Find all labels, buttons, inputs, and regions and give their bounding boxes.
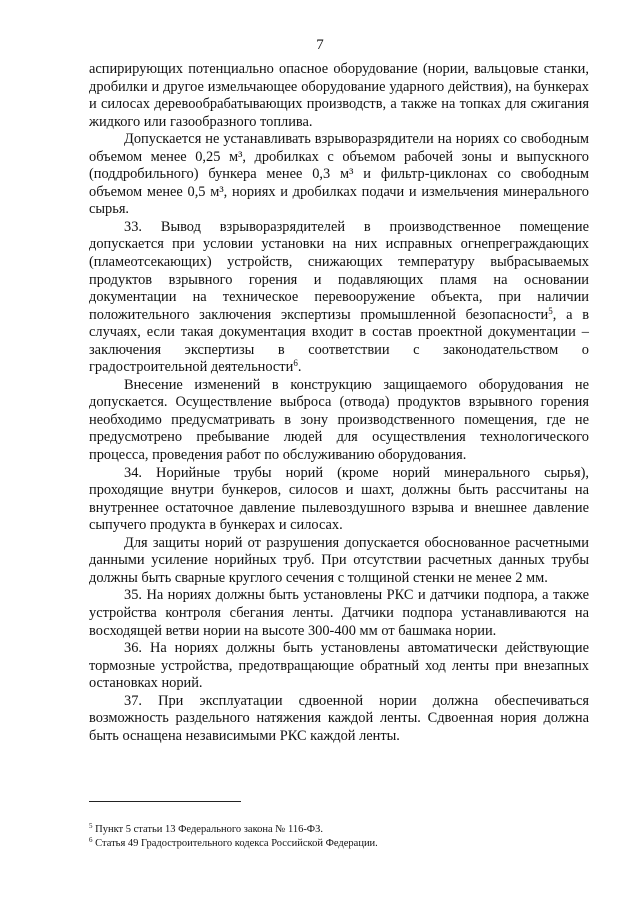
paragraph-text: 33. Вывод взрыворазрядителей в производственное помещение допускается при условии установки на них исправных огнепреграждающих (пламеотсекающих) устройств, снижающих температуру выбрасываемых продуктов взрывного горения и подавляющих пламя на основании документации на техническое перевооружение объекта, при наличии положительного заключения экспертизы промышленной безопасности — [89, 218, 589, 323]
footnote-5 — [89, 823, 589, 837]
body-text — [89, 61, 589, 745]
paragraph-continuation — [89, 61, 589, 131]
paragraph-design-changes — [89, 377, 589, 465]
footnote-text: Пункт 5 статьи 13 Федерального закона № 116-ФЗ. — [95, 824, 323, 835]
paragraph-text: Внесение изменений в конструкцию защищаемого оборудования не допускается. Осуществление выброса (отвода) продуктов взрывного горения необходимо предусматривать в зону производственного помещения, где не предусмотрено пребывание людей для осуществления технологического процесса, проведения работ по обслуживанию оборудования. — [89, 376, 589, 464]
paragraph-text: 37. При эксплуатации сдвоенной нории должна обеспечиваться возможность раздельного натяжения каждой ленты. Сдвоенная нория должна быть оснащена независимыми РКС каждой ленты. — [89, 692, 589, 744]
footnotes — [89, 823, 589, 851]
paragraph-item-33 — [89, 219, 589, 377]
footnote-separator — [89, 801, 241, 802]
paragraph-item-36 — [89, 640, 589, 693]
footnote-6 — [89, 837, 589, 851]
footnote-ref-5[interactable]: 5 — [548, 305, 553, 316]
paragraph-item-34 — [89, 465, 589, 535]
page-number: 7 — [316, 37, 324, 53]
paragraph-reinforcement — [89, 535, 589, 588]
footnote-text: Статья 49 Градостроительного кодекса Российской Федерации. — [95, 838, 378, 849]
paragraph-text: 36. На нориях должны быть установлены автоматически действующие тормозные устройства, предотвращающие обратный ход ленты при внезапных остановках норий. — [89, 640, 589, 692]
paragraph-text-tail: , а в случаях, если такая документация входит в состав проектной документации – заключения экспертизы в соответствии с законодательством о градостроительной деятельности — [89, 306, 590, 376]
footnote-ref-6[interactable]: 6 — [293, 358, 298, 369]
paragraph-text-end: . — [297, 359, 302, 376]
paragraph-text: Для защиты норий от разрушения допускается обоснованное расчетными данными усиление норийных труб. При отсутствии расчетных данных трубы должны быть сварные круглого сечения с толщиной стенки не менее 2 мм. — [89, 534, 589, 586]
footnote-mark: 6 — [89, 836, 93, 844]
footnote-mark: 5 — [89, 822, 93, 830]
paragraph-text: аспирирующих потенциально опасное оборудование (нории, вальцовые станки, дробилки и другое измельчающее оборудование ударного действия), на бункерах и силосах деревообрабатывающих производств, а также на топках для сжигания жидкого или газообразного топлива. — [89, 61, 589, 130]
paragraph-text: 35. На нориях должны быть установлены РКС и датчики подпора, а также устройства контроля сбегания ленты. Датчики подпора устанавливаются на восходящей ветви нории на высоте 300-400 мм от башмака нории. — [89, 587, 589, 639]
paragraph-exemption — [89, 131, 589, 219]
paragraph-text: 34. Норийные трубы норий (кроме норий минерального сырья), проходящие внутри бункеров, силосов и шахт, должны быть рассчитаны на внутреннее остаточное давление пылевоздушного взрыва и внешнее давление сыпучего продукта в бункерах и силосах. — [89, 464, 589, 534]
paragraph-item-37 — [89, 693, 589, 746]
paragraph-item-35 — [89, 587, 589, 640]
paragraph-text: Допускается не устанавливать взрыворазрядители на нориях со свободным объемом менее 0,25 м³, дробилках с объемом рабочей зоны и выпускного (поддробильного) бункера менее 0,3 м³ и фильтр-циклонах со свободным объемом менее 0,5 м³, нориях и дробилках подачи и измельчения минерального сырья. — [89, 131, 589, 218]
